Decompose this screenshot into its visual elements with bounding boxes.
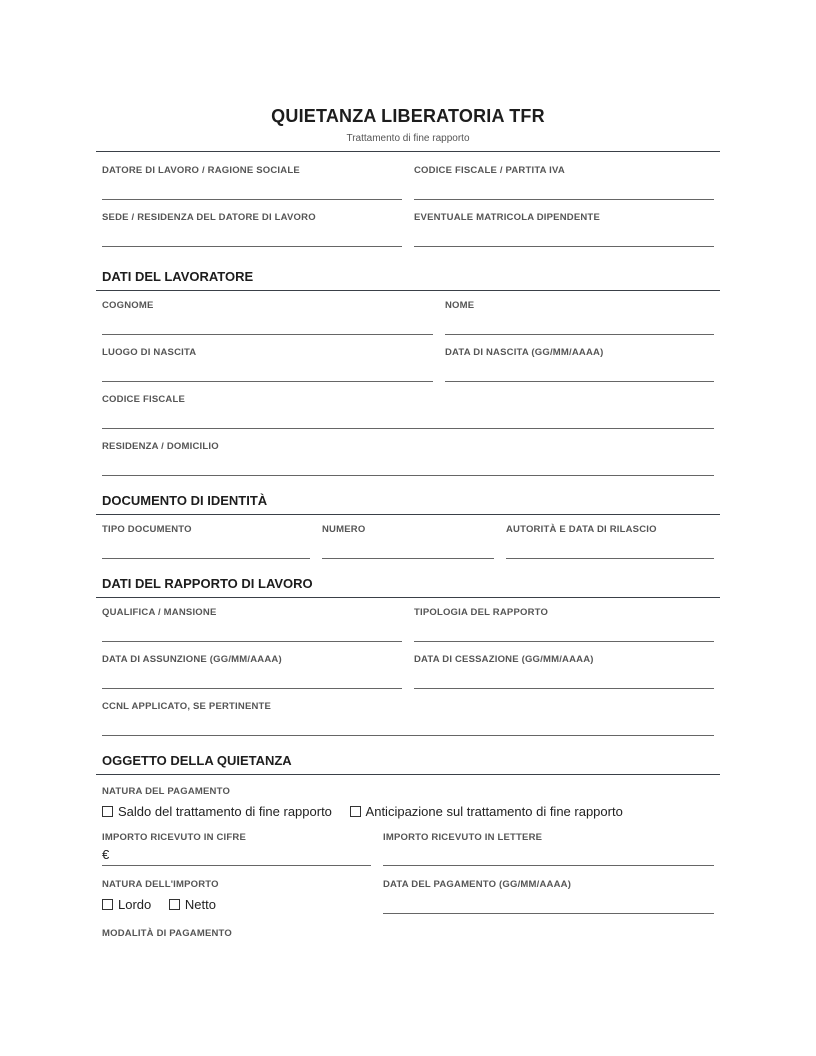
checkbox-netto[interactable]: [169, 899, 180, 910]
contract-type-field[interactable]: [414, 607, 714, 642]
form-subtitle: Trattamento di fine rapporto: [346, 133, 470, 144]
section-receipt-rule: [96, 774, 720, 775]
employer-name-line[interactable]: [102, 199, 402, 200]
option-saldo-label: Saldo del trattamento di fine rapporto: [118, 804, 332, 819]
employee-id-label: EVENTUALE MATRICOLA DIPENDENTE: [414, 212, 600, 223]
birthdate-line[interactable]: [445, 381, 714, 382]
employer-address-line[interactable]: [102, 246, 402, 247]
amount-words-line[interactable]: [383, 865, 714, 866]
amount-nature-label: NATURA DELL'IMPORTO: [102, 879, 219, 890]
amount-nature-options: [102, 897, 230, 912]
employer-tax-code-line[interactable]: [414, 199, 714, 200]
document-number-line[interactable]: [322, 558, 494, 559]
section-document-rule: [96, 514, 720, 515]
termination-date-field[interactable]: [414, 654, 714, 689]
employee-id-line[interactable]: [414, 246, 714, 247]
header-rule: [96, 151, 720, 152]
name-line[interactable]: [445, 334, 714, 335]
contract-type-label: TIPOLOGIA DEL RAPPORTO: [414, 607, 549, 618]
amount-nature-field: [102, 879, 371, 893]
employee-id-field[interactable]: [414, 212, 714, 247]
residence-label: RESIDENZA / DOMICILIO: [102, 441, 219, 452]
section-receipt-title: OGGETTO DELLA QUIETANZA: [102, 753, 292, 768]
amount-figures-label: IMPORTO RICEVUTO IN CIFRE: [102, 832, 246, 843]
worker-tax-code-field[interactable]: [102, 394, 714, 429]
amount-figures-value: €: [102, 847, 110, 862]
payment-nature-field: [102, 786, 714, 800]
surname-label: COGNOME: [102, 300, 154, 311]
job-title-line[interactable]: [102, 641, 402, 642]
employer-tax-code-label: CODICE FISCALE / PARTITA IVA: [414, 165, 565, 176]
ccnl-line[interactable]: [102, 735, 714, 736]
birthplace-line[interactable]: [102, 381, 433, 382]
option-saldo[interactable]: [102, 804, 332, 819]
payment-method-field: [102, 928, 714, 942]
option-lordo-label: Lordo: [118, 897, 152, 912]
checkbox-anticipazione[interactable]: [350, 806, 361, 817]
payment-date-label: DATA DEL PAGAMENTO (GG/MM/AAAA): [383, 879, 572, 890]
section-document-title: DOCUMENTO DI IDENTITÀ: [102, 493, 268, 508]
birthdate-label: DATA DI NASCITA (GG/MM/AAAA): [445, 347, 604, 358]
contract-type-line[interactable]: [414, 641, 714, 642]
ccnl-label: CCNL APPLICATO, SE PERTINENTE: [102, 701, 272, 712]
amount-figures-line[interactable]: [102, 865, 371, 866]
document-number-label: NUMERO: [322, 524, 366, 535]
surname-field[interactable]: [102, 300, 433, 335]
option-lordo[interactable]: [102, 897, 151, 912]
hire-date-field[interactable]: [102, 654, 402, 689]
job-title-field[interactable]: [102, 607, 402, 642]
birthplace-field[interactable]: [102, 347, 433, 382]
hire-date-line[interactable]: [102, 688, 402, 689]
document-authority-field[interactable]: [506, 524, 714, 559]
payment-method-label: MODALITÀ DI PAGAMENTO: [102, 928, 232, 939]
section-worker-rule: [96, 290, 720, 291]
employer-name-label: DATORE DI LAVORO / RAGIONE SOCIALE: [102, 165, 300, 176]
birthdate-field[interactable]: [445, 347, 714, 382]
document-type-label: TIPO DOCUMENTO: [102, 524, 192, 535]
name-label: NOME: [445, 300, 475, 311]
document-authority-line[interactable]: [506, 558, 714, 559]
hire-date-label: DATA DI ASSUNZIONE (GG/MM/AAAA): [102, 654, 282, 665]
residence-line[interactable]: [102, 475, 714, 476]
payment-date-field[interactable]: [383, 879, 714, 914]
surname-line[interactable]: [102, 334, 433, 335]
section-employment-rule: [96, 597, 720, 598]
employer-address-label: SEDE / RESIDENZA DEL DATORE DI LAVORO: [102, 212, 316, 223]
employer-name-field[interactable]: [102, 165, 402, 200]
termination-date-line[interactable]: [414, 688, 714, 689]
option-netto-label: Netto: [184, 897, 216, 912]
section-worker-title: DATI DEL LAVORATORE: [102, 269, 254, 284]
amount-words-field[interactable]: [383, 832, 714, 867]
option-netto[interactable]: [169, 897, 216, 912]
worker-tax-code-label: CODICE FISCALE: [102, 394, 186, 405]
option-anticipazione[interactable]: [350, 804, 623, 819]
amount-figures-field[interactable]: [102, 832, 371, 867]
checkbox-saldo[interactable]: [102, 806, 113, 817]
form-title: QUIETANZA LIBERATORIA TFR: [271, 106, 545, 126]
name-field[interactable]: [445, 300, 714, 335]
employer-tax-code-field[interactable]: [414, 165, 714, 200]
checkbox-lordo[interactable]: [102, 899, 113, 910]
option-anticipazione-label: Anticipazione sul trattamento di fine rapporto: [365, 804, 623, 819]
document-type-line[interactable]: [102, 558, 310, 559]
job-title-label: QUALIFICA / MANSIONE: [102, 607, 217, 618]
document-number-field[interactable]: [322, 524, 494, 559]
residence-field[interactable]: [102, 441, 714, 476]
termination-date-label: DATA DI CESSAZIONE (GG/MM/AAAA): [414, 654, 594, 665]
ccnl-field[interactable]: [102, 701, 714, 736]
birthplace-label: LUOGO DI NASCITA: [102, 347, 197, 358]
worker-tax-code-line[interactable]: [102, 428, 714, 429]
document-type-field[interactable]: [102, 524, 310, 559]
section-employment-title: DATI DEL RAPPORTO DI LAVORO: [102, 576, 313, 591]
document-authority-label: AUTORITÀ E DATA DI RILASCIO: [506, 524, 657, 535]
amount-words-label: IMPORTO RICEVUTO IN LETTERE: [383, 832, 543, 843]
payment-nature-options: [102, 804, 637, 819]
employer-address-field[interactable]: [102, 212, 402, 247]
payment-date-line[interactable]: [383, 913, 714, 914]
payment-nature-label: NATURA DEL PAGAMENTO: [102, 786, 231, 797]
